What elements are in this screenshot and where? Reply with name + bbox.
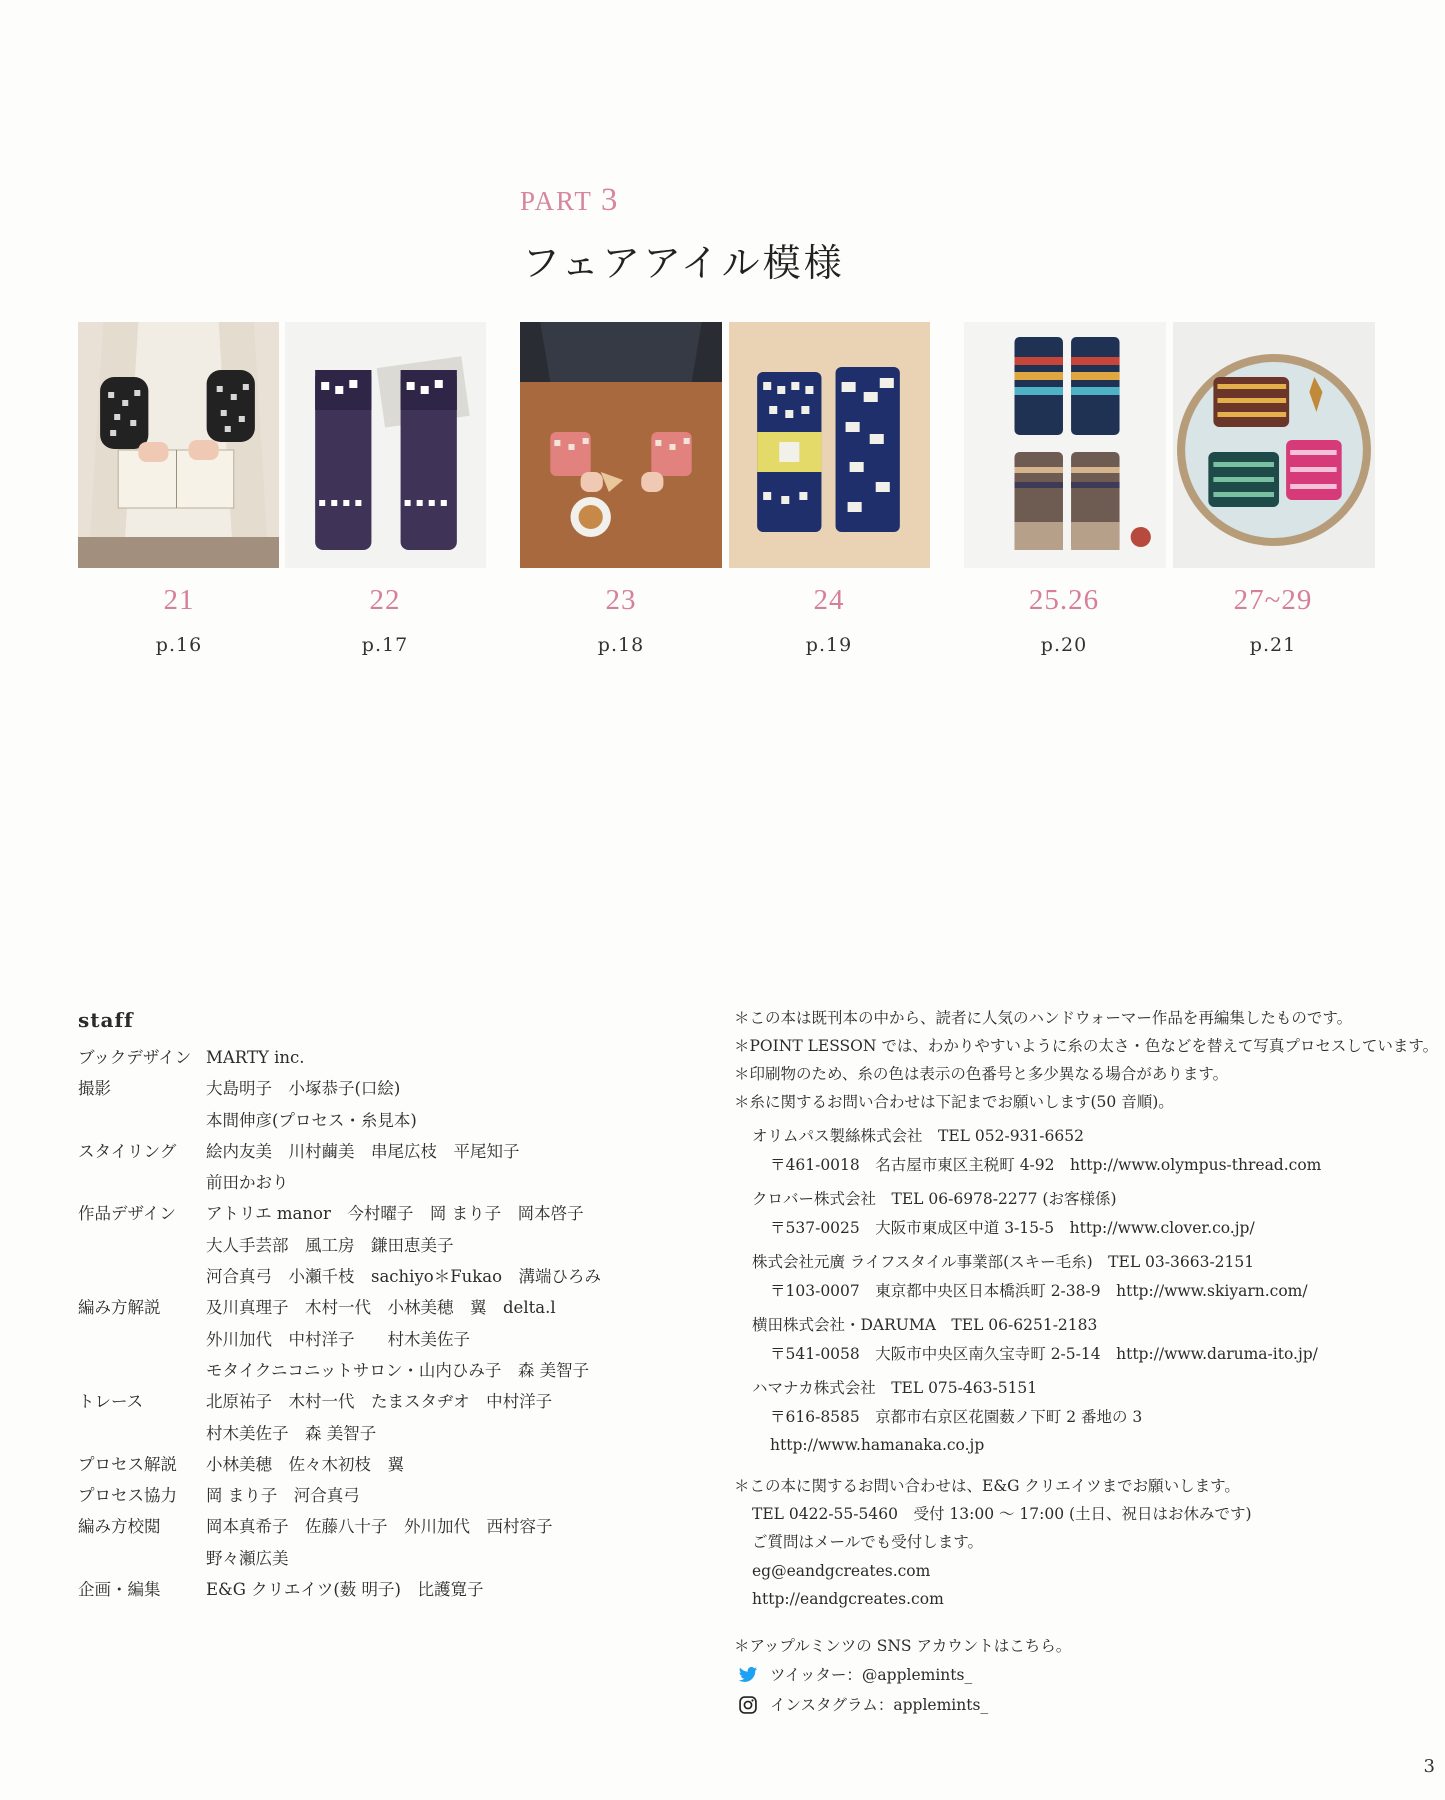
twitter-icon (738, 1665, 758, 1685)
note-line: ＊この本は既刊本の中から、読者に人気のハンドウォーマー作品を再編集したものです。 (734, 1009, 1353, 1027)
staff-row (78, 1324, 718, 1355)
staff-names: 北原祐子 木村一代 たまスタヂオ 中村洋子 (206, 1392, 553, 1412)
staff-row (78, 1449, 718, 1480)
staff-role: トレース (78, 1392, 144, 1412)
item-page-link[interactable]: p.19 (805, 634, 853, 656)
item-page-link[interactable]: p.18 (597, 634, 645, 656)
staff-row (78, 1136, 718, 1167)
contact-tel: TEL 0422-55-5460 受付 13:00 ～ 17:00 (土日、祝日はお休みです) (752, 1504, 1252, 1523)
staff-role: 企画・編集 (78, 1580, 161, 1600)
staff-row (78, 1198, 718, 1229)
company-tel: クロバー株式会社 TEL 06-6978-2277 (お客様係) (752, 1190, 1117, 1208)
instagram-link[interactable] (738, 1690, 1424, 1720)
sns-heading: ＊アップルミンツの SNS アカウントはこちら。 (734, 1636, 1072, 1655)
company-hamanaka (752, 1374, 1424, 1460)
item-number: 22 (369, 584, 401, 616)
company-address: 〒537-0025 大阪市東成区中道 3-15-5 http://www.clover.co.jp/ (770, 1218, 1255, 1237)
staff-names: 前田かおり (206, 1173, 289, 1193)
item-number: 24 (813, 584, 845, 616)
photo-item-21 (78, 322, 279, 568)
page-title: フェアアイル模様 (522, 241, 845, 285)
staff-row (78, 1543, 718, 1574)
staff-names: 及川真理子 木村一代 小林美穂 翼 delta.l (206, 1298, 556, 1318)
photo-item-23 (520, 322, 722, 568)
staff-list (78, 1042, 718, 1605)
staff-role: 編み方校閲 (78, 1517, 161, 1537)
staff-row (78, 1073, 718, 1104)
staff-row (78, 1355, 718, 1386)
twitter-label: ツイッター：@applemints_ (770, 1665, 973, 1684)
staff-row (78, 1418, 718, 1449)
company-address: 〒461-0018 名古屋市東区主税町 4-92 http://www.olympus-thread.com (770, 1155, 1322, 1174)
photo-item-24 (729, 322, 930, 568)
note-line: ＊POINT LESSON では、わかりやすいように糸の太さ・色などを替えて写真プロセスしています。 (734, 1037, 1439, 1055)
staff-role: プロセス解説 (78, 1454, 177, 1474)
instagram-icon (738, 1695, 758, 1715)
item-number: 27~29 (1233, 584, 1313, 616)
company-motohiro (752, 1248, 1424, 1305)
staff-names: 小林美穂 佐々木初枝 翼 (206, 1454, 404, 1474)
staff-names: 絵内友美 川村繭美 串尾広枝 平尾知子 (206, 1141, 520, 1161)
page-number: 3 (1423, 1756, 1435, 1777)
staff-row (78, 1261, 718, 1292)
staff-names: 岡本真希子 佐藤八十子 外川加代 西村容子 (206, 1517, 553, 1537)
staff-row (78, 1167, 718, 1198)
note-line: ＊糸に関するお問い合わせは下記までお願いします(50 音順)。 (734, 1093, 1174, 1111)
staff-role: スタイリング (78, 1141, 177, 1161)
staff-names: 岡 まり子 河合真弓 (206, 1486, 360, 1506)
staff-names: 本間伸彦(プロセス・糸見本) (206, 1110, 417, 1130)
contact-heading: ＊この本に関するお問い合わせは、E&G クリエイツまでお願いします。 (734, 1476, 1240, 1495)
staff-names: 大人手芸部 風工房 鎌田恵美子 (206, 1235, 454, 1255)
item-number: 21 (163, 584, 195, 616)
staff-names: モタイクニコニットサロン・山内ひみ子 森 美智子 (206, 1360, 590, 1380)
staff-row (78, 1105, 718, 1136)
company-url[interactable]: http://www.hamanaka.co.jp (770, 1436, 985, 1454)
company-address: 〒616-8585 京都市右京区花園薮ノ下町 2 番地の 3 (770, 1407, 1143, 1426)
staff-row (78, 1042, 718, 1073)
item-number: 25.26 (1028, 584, 1100, 616)
staff-names: 河合真弓 小瀬千枝 sachiyo＊Fukao 溝端ひろみ (206, 1267, 602, 1287)
photo-item-25-26 (964, 322, 1166, 568)
instagram-label: インスタグラム：applemints_ (770, 1695, 989, 1714)
staff-row (78, 1230, 718, 1261)
staff-heading: staff (78, 1008, 134, 1032)
staff-names: 野々瀬広美 (206, 1548, 289, 1568)
photo-item-27-29 (1173, 322, 1375, 568)
company-address: 〒541-0058 大阪市中央区南久宝寺町 2-5-14 http://www.daruma-ito.jp/ (770, 1344, 1318, 1363)
staff-row (78, 1574, 718, 1605)
staff-row (78, 1292, 718, 1323)
staff-names: アトリエ manor 今村曜子 岡 まり子 岡本啓子 (206, 1204, 584, 1224)
twitter-link[interactable] (738, 1660, 1424, 1690)
contact-url[interactable]: http://eandgcreates.com (752, 1590, 944, 1608)
notes-section (734, 1004, 1439, 1720)
company-tel: 横田株式会社・DARUMA TEL 06-6251-2183 (752, 1316, 1098, 1334)
company-address: 〒103-0007 東京都中央区日本橋浜町 2-38-9 http://www.skiyarn.com/ (770, 1281, 1308, 1300)
contact-mail-note: ご質問はメールでも受付します。 (752, 1533, 983, 1551)
staff-names: 村木美佐子 森 美智子 (206, 1423, 377, 1443)
company-tel: ハマナカ株式会社 TEL 075-463-5151 (752, 1379, 1038, 1397)
part-label-text: PART (520, 186, 593, 216)
note-line: ＊印刷物のため、糸の色は表示の色番号と多少異なる場合があります。 (734, 1065, 1229, 1083)
staff-row (78, 1480, 718, 1511)
contact-block (734, 1472, 1424, 1614)
staff-role: プロセス協力 (78, 1486, 177, 1506)
company-clover (752, 1185, 1424, 1242)
staff-names: MARTY inc. (206, 1048, 305, 1067)
photo-item-22 (285, 322, 486, 568)
sns-block (734, 1632, 1424, 1720)
company-daruma (752, 1311, 1424, 1368)
company-olympus (752, 1122, 1424, 1179)
item-page-link[interactable]: p.17 (361, 634, 409, 656)
part-number: 3 (600, 182, 620, 218)
staff-names: 外川加代 中村洋子 村木美佐子 (206, 1329, 470, 1349)
item-page-link[interactable]: p.21 (1249, 634, 1297, 656)
staff-role: 作品デザイン (78, 1204, 176, 1224)
company-tel: 株式会社元廣 ライフスタイル事業部(スキー毛糸) TEL 03-3663-2151 (752, 1253, 1255, 1271)
staff-names: E&G クリエイツ(薮 明子) 比護寛子 (206, 1580, 484, 1600)
company-tel: オリムパス製絲株式会社 TEL 052-931-6652 (752, 1127, 1084, 1145)
item-number: 23 (605, 584, 637, 616)
item-page-link[interactable]: p.16 (155, 634, 203, 656)
staff-role: ブックデザイン (78, 1048, 192, 1067)
staff-role: 編み方解説 (78, 1298, 161, 1318)
part-label (520, 182, 619, 219)
staff-row (78, 1386, 718, 1417)
staff-names: 大島明子 小塚恭子(口絵) (206, 1079, 401, 1099)
staff-role: 撮影 (78, 1079, 111, 1099)
contact-email[interactable]: eg@eandgcreates.com (752, 1561, 931, 1580)
staff-row (78, 1511, 718, 1542)
item-page-link[interactable]: p.20 (1040, 634, 1088, 656)
